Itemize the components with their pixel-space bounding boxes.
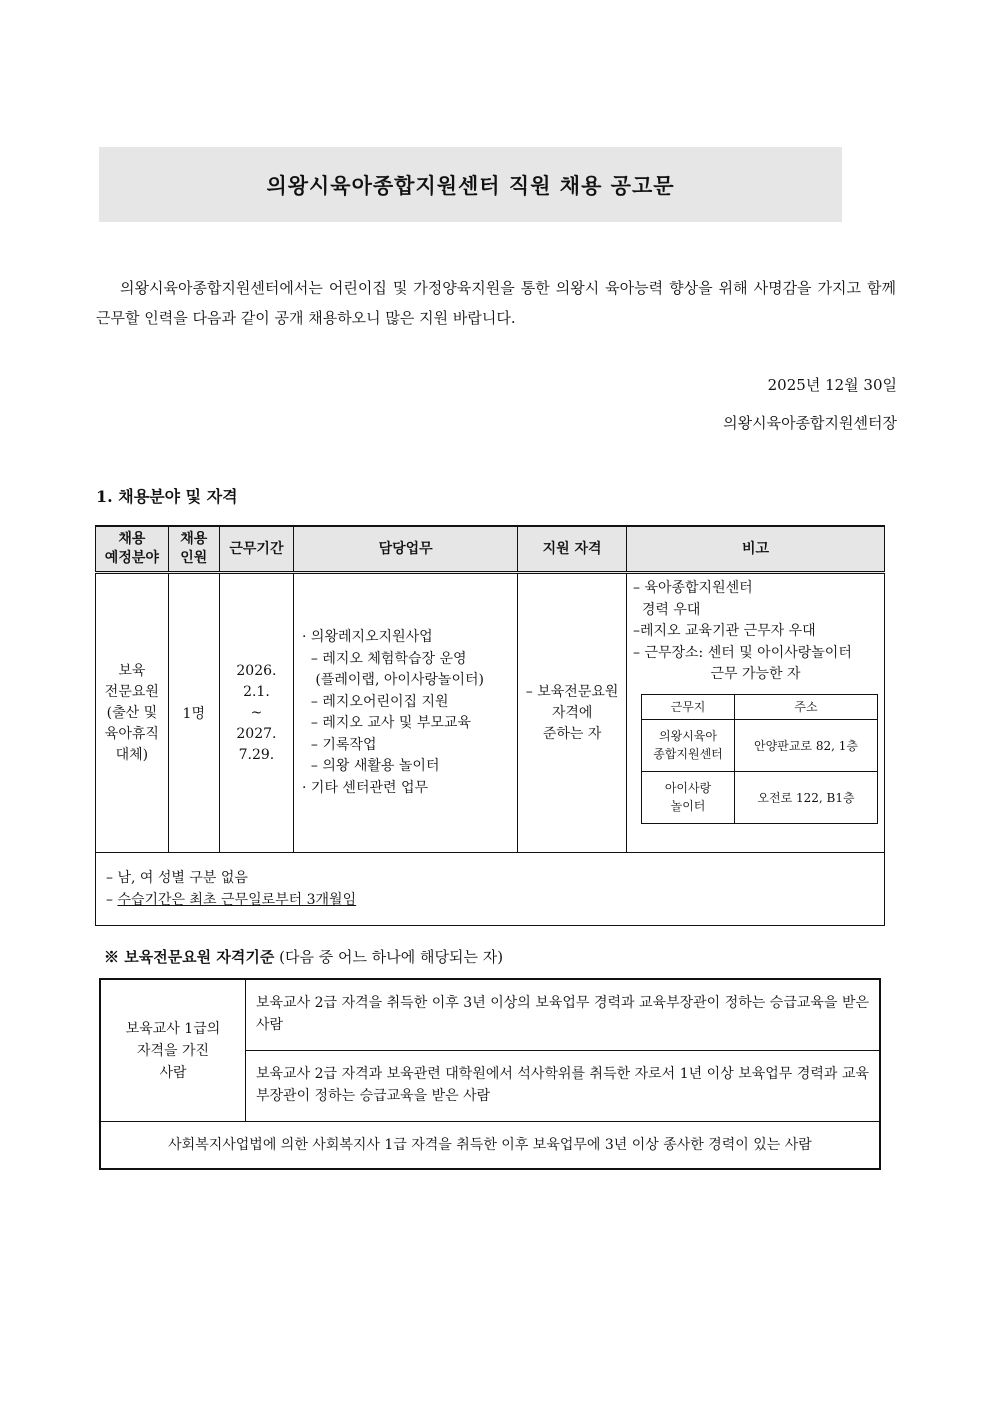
cell-period: 2026. 2.1. ~ 2027. 7.29. — [219, 573, 293, 853]
criteria-row-1: 보육교사 2급 자격을 취득한 이후 3년 이상의 보육업무 경력과 교육부장관이 정하는 승급교육을 받은 사람 — [246, 979, 881, 1051]
issuer-name: 의왕시육아종합지원센터장 — [723, 414, 897, 432]
workplace-place: 아이사랑 놀이터 — [642, 771, 735, 823]
criteria-left-label: 보육교사 1급의 자격을 가진 사람 — [100, 979, 246, 1122]
section2-title: ※ 보육전문요원 자격기준 (다음 중 어느 하나에 해당되는 자) — [104, 948, 504, 966]
workplace-header-place: 근무지 — [642, 694, 735, 719]
cell-note: – 육아종합지원센터 경력 우대 –레지오 교육기관 근무자 우대 – 근무장소: 센터 및 아이사랑놀이터 근무 가능한 자 근무지 주소 의왕시육아 종합지원센터 안양판교로 82, 1층 아이사랑 놀이터 오전로 122, B1층 — [627, 573, 885, 853]
workplace-address: 안양판교로 82, 1층 — [735, 719, 878, 771]
header-period: 근무기간 — [219, 526, 293, 573]
table-footnotes — [96, 853, 885, 926]
header-duty: 담당업무 — [294, 526, 518, 573]
header-count: 채용 인원 — [168, 526, 219, 573]
section1-title: 1. 채용분야 및 자격 — [96, 487, 238, 506]
recruitment-table — [95, 525, 885, 926]
header-qualification: 지원 자격 — [518, 526, 627, 573]
cell-count: 1명 — [168, 573, 219, 853]
header-field: 채용 예정분야 — [96, 526, 169, 573]
footnote-gender: – 남, 여 성별 구분 없음 — [106, 870, 248, 886]
workplace-header-address: 주소 — [735, 694, 878, 719]
workplace-place: 의왕시육아 종합지원센터 — [642, 719, 735, 771]
cell-qualification: – 보육전문요원 자격에 준하는 자 — [518, 573, 627, 853]
intro-paragraph: 의왕시육아종합지원센터에서는 어린이집 및 가정양육지원을 통한 의왕시 육아능력 향상을 위해 사명감을 가지고 함께 근무할 인력을 다음과 같이 공개 채용하오니 많은 지원 바랍니다. — [96, 279, 896, 327]
workplace-table — [641, 694, 878, 824]
cell-duty: · 의왕레지오지원사업 – 레지오 체험학습장 운영 (플레이랩, 아이사랑놀이터) – 레지오어린이집 지원 – 레지오 교사 및 부모교육 – 기록작업 – 의왕 새활용 놀이터 · 기타 센터관련 업무 — [294, 573, 518, 853]
criteria-row-2: 보육교사 2급 자격과 보육관련 대학원에서 석사학위를 취득한 자로서 1년 이상 보육업무 경력과 교육부장관이 정하는 승급교육을 받은 사람 — [246, 1051, 881, 1122]
title-box — [99, 147, 842, 222]
page-title: 의왕시육아종합지원센터 직원 채용 공고문 — [266, 172, 675, 198]
criteria-row-3: 사회복지사업법에 의한 사회복지사 1급 자격을 취득한 이후 보육업무에 3년 이상 종사한 경력이 있는 사람 — [100, 1122, 880, 1170]
qualification-criteria-table — [99, 978, 881, 1170]
notice-date: 2025년 12월 30일 — [767, 376, 897, 394]
workplace-address: 오전로 122, B1층 — [735, 771, 878, 823]
cell-field: 보육 전문요원 (출산 및 육아휴직 대체) — [96, 573, 169, 853]
header-note: 비고 — [627, 526, 885, 573]
footnote-probation: – 수습기간은 최초 근무일로부터 3개월임 — [106, 892, 357, 908]
